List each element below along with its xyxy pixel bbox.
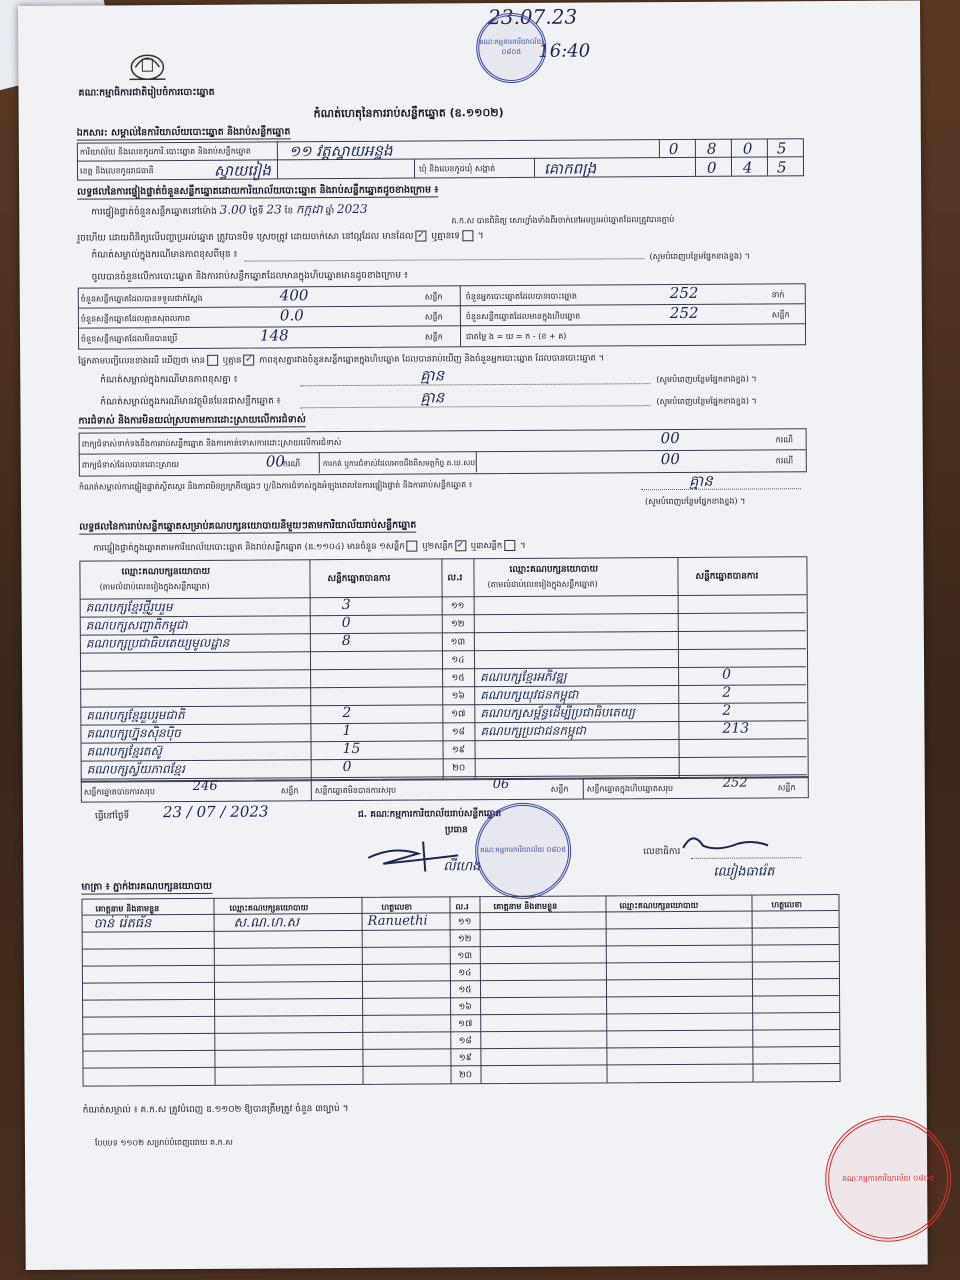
left-party-name: គណបក្សប្រជាធិបតេយ្យមូលដ្ឋាន [85, 635, 230, 651]
checkbox-difference-yes[interactable] [207, 355, 218, 366]
complaint-row2b-label: ការកត់ ឬការជំទាស់ដែលអាចដឹងពីសមត្ថកិច្ច គ.ឃ.សប [322, 458, 476, 469]
right-party-name: គណបក្សសម្ព័ន្ធដើម្បីប្រជាធិបតេយ្យ [480, 705, 636, 721]
total-invalid-label: សន្លឹកឆ្នោតមិនបានការសរុប [314, 785, 397, 796]
page-title: កំណត់ហេតុនៃការរាប់សន្លឹកឆ្នោត (ឧ.១១០២) [313, 106, 504, 121]
value-invalid: 0.0 [279, 306, 304, 325]
right-party-name: គណបក្សប្រជាជនកម្ពុជា [480, 723, 587, 739]
value-voters: 252 [669, 283, 699, 303]
label-formula: ជាតម្លៃ ង = ឃ = ក - (ខ + គ) [466, 331, 567, 342]
right-row-number: ១៧ [451, 709, 466, 720]
agent-row-number: ១៣ [457, 951, 473, 962]
left-party-name: គណបក្សស្វ័យភាពខ្មែរ [86, 761, 185, 777]
handwritten-date-top: 23.07.23 [488, 4, 578, 30]
checkbox-1-sheet[interactable] [407, 541, 418, 552]
value-in-box: 252 [669, 303, 699, 323]
hw-month: កក្កដា [295, 202, 323, 217]
right-party-votes: 0 [722, 666, 732, 683]
left-party-name: គណបក្សខ្មែរថ្មីរួបរួម [85, 600, 173, 615]
agent-row-number: ២០ [458, 1070, 473, 1081]
hw-hour: 3.00 [219, 202, 247, 217]
col-votes-right: សន្លឹកឆ្នោតបានការ [695, 571, 759, 582]
commune-code-digit: 0 [706, 158, 717, 177]
note3-value: គ្មាន [420, 388, 445, 407]
right-party-votes: 213 [722, 720, 750, 737]
verify-line-2: រួចហើយ ដោយពិនិត្យលើបញ្ហាប្រអប់ឆ្នោត ត្រូវបានបិទ ស្រេចត្រូវ ដោយចាក់សោ នៅល្អដែល [77, 231, 380, 244]
label-voters: ចំនួនអ្នកបោះឆ្នោតដែលបានបោះឆ្នោត [465, 291, 577, 302]
form-code: បែបបទ ១១០២ សម្រាប់បំពេញដោយ គ.ក.ស [94, 1137, 233, 1148]
hw-year: 2023 [336, 201, 368, 217]
agent-col-no: ល.រ [455, 902, 469, 912]
station-code-digit: 0 [742, 139, 753, 158]
agent-row-number: ១១ [457, 917, 472, 928]
sheets-count-line: ការផ្ទៀងផ្ទាត់ក្នុងឆ្នោតតាមការិយាល័យបោះឆ្នោត និងរាប់សន្លឹកឆ្នោត (ឧ.១១០៤) មានចំនួន ១សន្លឹក [93, 541, 405, 554]
left-party-votes: 15 [342, 740, 361, 758]
nec-emblem-icon [123, 45, 171, 85]
right-row-number: ១៤ [451, 655, 465, 666]
left-party-votes: 8 [341, 632, 351, 650]
label-invalid: ចំនួនសន្លឹកឆ្នោតដែលគ្មានសុពលភាព [80, 313, 191, 324]
right-row-number: ១៣ [450, 637, 466, 648]
checkbox-no[interactable] [462, 230, 473, 241]
label-received: ចំនួនសន្លឹកឆ្នោតដែលបានទទួលជាក់ស្តែង [80, 293, 203, 304]
agent-row-number: ១៦ [458, 1002, 472, 1013]
right-row-number: ២០ [452, 763, 466, 774]
total-box-value: 252 [722, 775, 748, 791]
province-name: ស្វាយរៀង [213, 161, 271, 180]
signing-date: 23 / 07 / 2023 [162, 802, 269, 822]
note3-label: កំណត់សម្គាល់ក្នុងករណីមានវត្ថុមិនមែនជាសន្លឹកឆ្នោត ៖ [100, 396, 281, 408]
left-party-votes: 0 [341, 614, 351, 632]
right-party-votes: 2 [722, 684, 732, 701]
total-box-label: សន្លឹកឆ្នោតក្នុងហិបឆ្នោតសរុប [586, 784, 674, 794]
note2-label: កំណត់សម្គាល់ក្នុងករណីមានភាពខុសគ្នា ៖ [100, 374, 238, 386]
hw-day: 23 [266, 202, 282, 217]
checkbox-3-sheets[interactable] [504, 540, 515, 551]
agent-col-party: ឈ្មោះគណបក្សនយោបាយ [229, 903, 309, 913]
right-row-number: ១២ [450, 619, 465, 630]
fill-note: (សូមបំពេញបន្ថែមផ្នែកខាងខ្នង) ។ [649, 251, 750, 262]
ballot-count-report: គណៈកម្មាធិការជាតិរៀបចំការបោះឆ្នោត 23.07.23 16:40 គណៈកម្មការការិយាល័យ ០៨០៥ កំណត់ហេតុនៃការរាប់សន្លឹកឆ្នោត (ឧ.១១០២) ឯកសារ: សម្គាល់នៃការិយាល័យបោះឆ្នោត និងរាប់សន្លឹកឆ្នោត ការិយាល័យ និងលេខកូដការិ.បោះឆ្នោត និងរាប់សន្លឹកឆ្នោត ១១ វត្តស្វាយអន្ទង 0 8 0 5 ខេត្ត និងលេខកូដរាជធានី ស្វាយរៀង ឃុំ និងលេខកូដឃុំ សង្កាត់ គោកពង្រ 0 4 5 លទ្ធផលនៃការផ្ទៀងផ្ទាត់ចំនួនសន្លឹកឆ្នោតដោយការិយាល័យបោះឆ្នោត និងរាប់សន្លឹកឆ្នោតដូចខាងក្រោម ៖ ការផ្ទៀងផ្ទាត់ចំនួនសន្លឹកឆ្នោតនៅម៉ោង 3.00 ថ្ងៃទី 23 ខែ កក្កដា ឆ្នាំ 2023 គ.ក.ស បានពិនិត្យ សោហ្វាំងទាំងពីរចាក់នៅអមប្រអប់ឆ្នោតដែលត្រូវបានភ្ជាប់ រួចហើយ ដោយពិនិត្យលើបញ្ហាប្រអប់ឆ្នោត ត្រូវបានបិទ ស្រេចត្រូវ ដោយចាក់សោ នៅល្អដែល មានដែល ✓ ឬគ្មានទេ ។ កំណត់សម្គាល់ក្នុងករណីមានភាពខុសពីមុន ៖ (សូមបំពេញបន្ថែមផ្នែកខាងខ្នង) ។ ចូលបានចំនួនលើការបោះឆ្នោត និងការរាប់សន្លឹកឆ្នោតដែលមានក្នុងហិបឆ្នោតមានដូចខាងក្រោម ៖ ចំនួនសន្លឹកឆ្នោតដែលបានទទួលជាក់ស្តែង 400 សន្លឹក ចំនួនសន្លឹកឆ្នោតដែលគ្មានសុពលភាព 0.0 សន្លឹក ចំនួនសន្លឹកឆ្នោតដែលមិនបានប្រើ 148 សន្លឹក ចំនួនអ្នកបោះឆ្នោតដែលបានបោះឆ្នោត 252 នាក់ ចំនួនសន្លឹកឆ្នោតដែលមានក្នុងហិបឆ្នោត 252 សន្លឹក ជាតម្លៃ ង = ឃ = ក - (ខ + គ) ផ្នែកតាមបញ្ជីលេខខាងលើ ឃើញថា មាន ឬគ្មាន ✓ ភាពខុសគ្នារវាងចំនួនសន្លឹកឆ្នោតក្នុងហិបឆ្នោត ដែលបានរាប់ឃើញ និងចំនួនអ្នកបោះឆ្នោត ដែលបានបោះឆ្នោត ។ កំណត់សម្គាល់ក្នុងករណីមានភាពខុសគ្នា ៖ គ្មាន (សូមបំពេញបន្ថែមផ្នែកខាងខ្នង) ។ កំណត់សម្គាល់ក្នុងករណីមានវត្ថុមិនមែនជាសន្លឹកឆ្នោត ៖ គ្មាន (សូមបំពេញបន្ថែមផ្នែកខាងខ្នង) ។ ការជំទាស់ និងការមិនយល់ស្របតាមការដោះស្រាយលើការជំទាស់ ពាក្យជំទាស់ទាក់ទងនឹងការរាប់សន្លឹកឆ្នោត និងការកាត់ទោសការដោះស្រាយលើការជំទាស់ 00 ករណី ពាក្យជំទាស់ដែលបានដោះស្រាយ 00 ករណី ការកត់ ឬការជំទាស់ដែលអាចដឹងពីសមត្ថកិច្ច គ.ឃ.សប 00 ករណី កំណត់សម្គាល់ការផ្ទៀងផ្ទាត់ស្ថិតស្ថេរ និងភាពមិនប្រក្រតីផ្សេងៗ ឬ/និងការជំទាស់ក្នុងអំឡុងពេលនៃការផ្ទៀងផ្ទាត់ និងការរាប់សន្លឹកឆ្នោត ៖ គ្មាន (សូមបំពេញបន្ថែមផ្នែកខាងខ្នង) ។ លទ្ធផលនៃការរាប់សន្លឹកឆ្នោតសម្រាប់គណបក្សនយោបាយនីមួយៗតាមការិយាល័យរាប់សន្លឹកឆ្នោត ការផ្ទៀងផ្ទាត់ក្នុងឆ្នោតតាមការិយាល័យបោះឆ្នោត និងរាប់សន្លឹកឆ្នោត (ឧ.១១០៤) មានចំនួន ១សន្លឹក ឬ២សន្លឹក ✓ ឬ៣សន្លឹក ។ ឈ្មោះគណបក្សនយោបាយ (តាមលំដាប់លេខរៀងក្នុងសន្លឹកឆ្នោត) សន្លឹកឆ្នោតបានការ ល.រ ឈ្មោះគណបក្សនយោបាយ (តាមលំដាប់លេខរៀងក្នុងសន្លឹកឆ្នោត) សន្លឹកឆ្នោតបានការ គណបក្សខ្មែរថ្មីរួបរួម 3 គណបក្សសញ្ជាតិកម្ពុជា 0 គណបក្សប្រជាធិបតេយ្យមូលដ្ឋាន 8 គណបក្សខ្មែររួបរួមជាតិ 2 គណបក្សហ្វ៊ុនស៊ិនប៉ិច 1 គណបក្សខ្មែរតស៊ូ 15 គណបក្សស្វ័យភាពខ្មែរ 0 ១១ ១២ ១៣ ១៤ ១៥ គណបក្សខ្មែរអភិវឌ្ឍ 0 ១៦ គណបក្សយុវជនកម្ពុជា 2 ១៧ គណបក្សសម្ព័ន្ធដើម្បីប្រជាធិបតេយ្យ 2 ១៨ គណបក្សប្រជាជនកម្ពុជា 213 ១៩ ២០ សន្លឹកឆ្នោតបានការសរុប 246 សន្លឹក សន្លឹកឆ្នោតមិនបានការសរុប 06 សន្លឹក សន្លឹកឆ្នោតក្នុងហិបឆ្នោតសរុប 252 សន្លឹក ធ្វើនៅថ្ងៃទី 23 / 07 / 2023 ជ. គណៈកម្មការការិយាល័យរាប់សន្លឹកឆ្នោត ប្រធាន លីហេង គណៈកម្មការការិយាល័យ ០៨០៥ លេខាធិការ ឈៀងធារ៉េត មាត្រា ៖ ភ្នាក់ងារគណបក្សនយោបាយ គោត្តនាម និងនាមខ្លួន ឈ្មោះគណបក្សនយោបាយ ហត្ថលេខា ល.រ គោត្តនាម និងនាមខ្លួន ឈ្មោះគណបក្សនយោបាយ ហត្ថលេខា ១១ ១២ ១៣ ១៤ ១៥ ១៦ ១៧ ១៨ ១៩ ២០ ចាន់ រ៉េតធ័ន ស.ណ.ហ.ស Ranuethi កំណត់សម្គាល់ ៖ គ.ក.ស ត្រូវបំពេញ ឧ.១១០២ ឱ្យបានត្រឹមត្រូវ ចំនួន ៣ច្បាប់ ។ បែបបទ ១១០២ សម្រាប់បំពេញដោយ គ.ក.ស គណៈកម្មការការិយាល័យ ០៨០៥ [18, 0, 928, 1269]
left-party-votes: 0 [342, 758, 352, 776]
row2-label: ខេត្ត និងលេខកូដរាជធានី [79, 166, 154, 176]
checkbox-2-sheets[interactable]: ✓ [456, 540, 465, 551]
date-label: ធ្វើនៅថ្ងៃទី [94, 811, 130, 822]
complaint-row1-value: 00 [660, 428, 680, 448]
verify-line-1: ការផ្ទៀងផ្ទាត់ចំនួនសន្លឹកឆ្នោតនៅម៉ោង [91, 206, 217, 218]
station-code-digit: 8 [706, 139, 717, 158]
commune-name: គោកពង្រ [543, 159, 597, 178]
agent-col-name: គោត្តនាម និងនាមខ្លួន [95, 904, 160, 914]
complaint-note-value: គ្មាន [688, 471, 713, 490]
right-row-number: ១៦ [451, 691, 465, 702]
totals-row [81, 776, 809, 802]
chair-label: ប្រធាន [445, 825, 468, 836]
value-unused: 148 [259, 326, 289, 345]
row2b-label: ឃុំ និងលេខកូដឃុំ សង្កាត់ [418, 164, 496, 174]
agent-signature: Ranuethi [367, 913, 428, 929]
col-party-left: ឈ្មោះគណបក្សនយោបាយ [121, 566, 211, 578]
agent-name: ចាន់ រ៉េតធ័ន [93, 916, 152, 932]
label-in-box: ចំនួនសន្លឹកឆ្នោតដែលមានក្នុងហិបឆ្នោត [465, 311, 581, 322]
chair-name: លីហេង [443, 859, 481, 875]
secretary-label: លេខាធិការ [643, 846, 681, 858]
agent-row-number: ១៨ [458, 1036, 472, 1047]
official-seal-middle: គណៈកម្មការការិយាល័យ ០៨០៥ [475, 803, 572, 900]
agent-row-number: ១៥ [458, 985, 472, 996]
right-row-number: ១៨ [451, 727, 466, 738]
section5-title: មាត្រា ៖ ភ្នាក់ងារគណបក្សនយោបាយ [81, 880, 212, 893]
total-valid-value: 246 [192, 778, 218, 794]
ministry-name: គណៈកម្មាធិការជាតិរៀបចំការបោះឆ្នោត [78, 86, 215, 99]
left-party-name: គណបក្សខ្មែររួបរួមជាតិ [86, 707, 185, 723]
section1-title: ឯកសារ: សម្គាល់នៃការិយាល័យបោះឆ្នោត និងរាប់សន្លឹកឆ្នោត [76, 126, 291, 139]
polling-station-name: ១១ វត្តស្វាយអន្ទង [288, 141, 393, 161]
agent-row-number: ១៩ [458, 1053, 473, 1064]
station-code-digit: 0 [668, 139, 679, 159]
right-party-name: គណបក្សយុវជនកម្ពុជា [480, 687, 579, 703]
check-line: ផ្នែកតាមបញ្ជីលេខខាងលើ ឃើញថា មាន [78, 355, 206, 367]
agent-row-number: ១៧ [458, 1019, 473, 1030]
complaint-row1-label: ពាក្យជំទាស់ទាក់ទងនឹងការរាប់សន្លឹកឆ្នោត និងការកាត់ទោសការដោះស្រាយលើការជំទាស់ [81, 438, 342, 449]
section3-title: ការជំទាស់ និងការមិនយល់ស្របតាមការដោះស្រាយលើការជំទាស់ [78, 414, 306, 427]
left-party-name: គណបក្សហ្វ៊ុនស៊ិនប៉ិច [86, 726, 181, 741]
commune-code-digit: 4 [742, 158, 753, 177]
station-code-digit: 5 [776, 139, 787, 158]
agent-row-number: ១៤ [458, 968, 472, 979]
left-party-votes: 2 [342, 704, 352, 722]
total-valid-label: សន្លឹកឆ្នោតបានការសរុប [83, 787, 155, 797]
count-intro: ចូលបានចំនួនលើការបោះឆ្នោត និងការរាប់សន្លឹកឆ្នោតដែលមានក្នុងហិបឆ្នោតមានដូចខាងក្រោម ៖ [91, 270, 408, 283]
section2-title: លទ្ធផលនៃការផ្ទៀងផ្ទាត់ចំនួនសន្លឹកឆ្នោតដោយការិយាល័យបោះឆ្នោត និងរាប់សន្លឹកឆ្នោតដូចខាងក្រោម ៖ [77, 184, 439, 198]
left-party-votes: 1 [342, 722, 352, 740]
col-no: ល.រ [447, 573, 463, 584]
value-received: 400 [279, 286, 309, 305]
handwritten-time-top: 16:40 [538, 40, 591, 62]
commune-code-digit: 5 [776, 158, 787, 177]
total-invalid-value: 06 [492, 777, 510, 793]
complaint-row2-value: 00 [265, 452, 285, 471]
agent-party: ស.ណ.ហ.ស [233, 915, 300, 931]
label-unused: ចំនួនសន្លឹកឆ្នោតដែលមិនបានប្រើ [81, 334, 178, 344]
secretary-name: ឈៀងធារ៉េត [713, 864, 775, 880]
right-party-votes: 2 [722, 702, 732, 719]
agent-col-sign: ហត្ថលេខា [381, 902, 413, 912]
row1-label: ការិយាល័យ និងលេខកូដការិ.បោះឆ្នោត និងរាប់សន្លឹកឆ្នោត [79, 146, 252, 157]
complaint-row2-label: ពាក្យជំទាស់ដែលបានដោះស្រាយ [81, 460, 179, 470]
left-party-name: គណបក្សខ្មែរតស៊ូ [86, 744, 162, 759]
right-party-name: គណបក្សខ្មែរអភិវឌ្ឍ [480, 669, 567, 685]
official-seal-top: គណៈកម្មការការិយាល័យ ០៨០៥ [476, 13, 546, 83]
checkbox-difference-no[interactable]: ✓ [245, 354, 253, 365]
checkbox-yes[interactable]: ✓ [417, 230, 425, 241]
committee-label: ជ. គណៈកម្មការការិយាល័យរាប់សន្លឹកឆ្នោត [357, 809, 502, 820]
section4-title: លទ្ធផលនៃការរាប់សន្លឹកឆ្នោតសម្រាប់គណបក្សនយោបាយនីមួយៗតាមការិយាល័យរាប់សន្លឹកឆ្នោត [79, 519, 417, 533]
complaint-note-label: កំណត់សម្គាល់ការផ្ទៀងផ្ទាត់ស្ថិតស្ថេរ និងភាពមិនប្រក្រតីផ្សេងៗ ឬ/និងការជំទាស់ក្នុងអំឡុងពេលនៃការផ្ទៀងផ្ទាត់ និងការរាប់សន្លឹកឆ្នោត ៖ [78, 480, 473, 492]
footer-note: កំណត់សម្គាល់ ៖ គ.ក.ស ត្រូវបំពេញ ឧ.១១០២ ឱ្យបានត្រឹមត្រូវ ចំនួន ៣ច្បាប់ ។ [82, 1104, 349, 1116]
left-party-name: គណបក្សសញ្ជាតិកម្ពុជា [85, 617, 188, 633]
official-seal-red: គណៈកម្មការការិយាល័យ ០៨០៥ [825, 1115, 952, 1242]
note-label: កំណត់សម្គាល់ក្នុងករណីមានភាពខុសពីមុន ៖ [91, 249, 238, 261]
col-votes-left: សន្លឹកឆ្នោតបានការ [327, 573, 391, 585]
right-row-number: ១៥ [451, 673, 465, 684]
agent-row-number: ១២ [457, 934, 472, 945]
complaint-row2b-value: 00 [660, 449, 680, 469]
col-party-right: ឈ្មោះគណបក្សនយោបាយ [509, 564, 599, 576]
secretary-signature-icon [678, 829, 778, 860]
right-row-number: ១១ [450, 601, 465, 612]
note2-value: គ្មាន [420, 366, 445, 385]
right-row-number: ១៩ [451, 745, 466, 756]
left-party-votes: 3 [341, 596, 351, 614]
verify-line-1e: គ.ក.ស បានពិនិត្យ សោហ្វាំងទាំងពីរចាក់នៅអមប្រអប់ឆ្នោតដែលត្រូវបានភ្ជាប់ [451, 214, 675, 226]
